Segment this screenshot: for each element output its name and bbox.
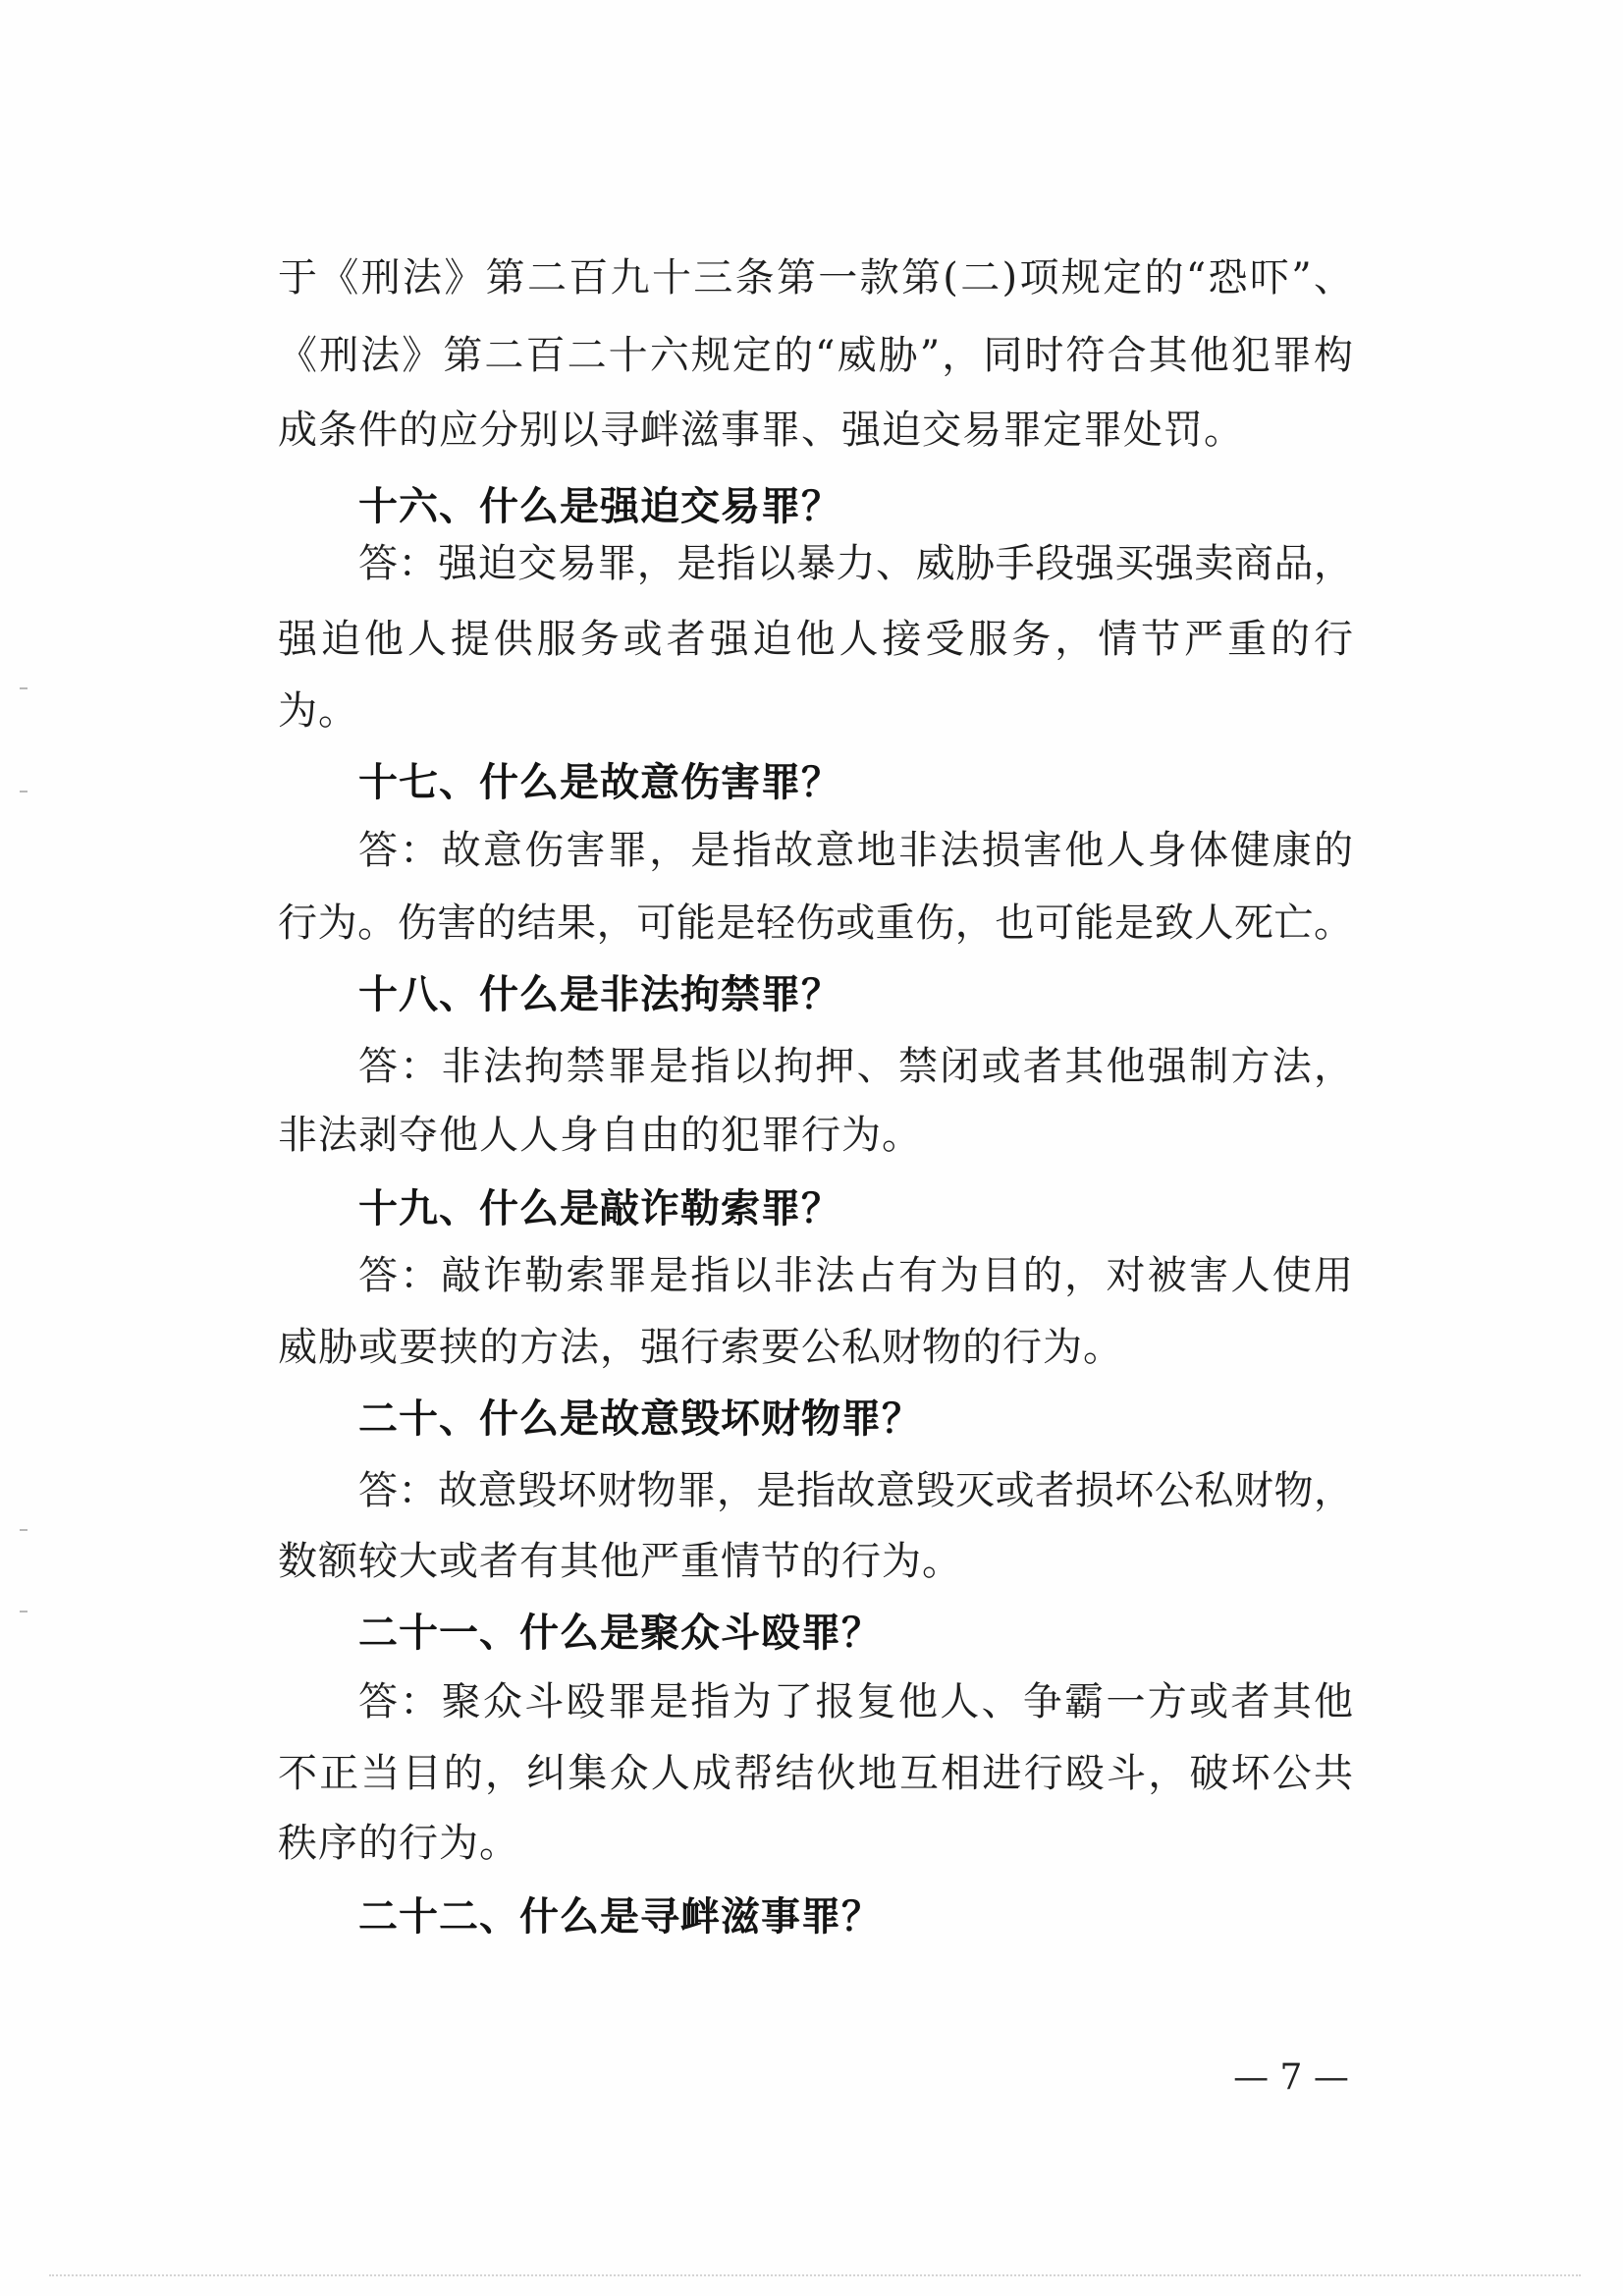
section-16-answer-line-2: 强迫他人提供服务或者强迫他人接受服务，情节严重的行 <box>278 617 1353 662</box>
scan-edge-line <box>49 2274 1581 2276</box>
intro-line-2: 《刑法》第二百二十六规定的“威胁”，同时符合其他犯罪构 <box>278 333 1353 378</box>
scan-speck <box>20 1529 27 1531</box>
section-21-heading: 二十一、什么是聚众斗殴罪？ <box>358 1611 882 1656</box>
page-number: — 7 — <box>1233 2057 1349 2098</box>
section-17-answer-line-1: 答：故意伤害罪，是指故意地非法损害他人身体健康的 <box>358 828 1353 873</box>
section-21-answer-line-2: 不正当目的，纠集众人成帮结伙地互相进行殴斗，破坏公共 <box>278 1751 1353 1796</box>
scan-speck <box>20 1611 27 1613</box>
section-20-answer-line-2: 数额较大或者有其他严重情节的行为。 <box>278 1539 962 1584</box>
section-19-heading: 十九、什么是敲诈勒索罪？ <box>358 1186 841 1231</box>
section-18-answer-line-1: 答：非法拘禁罪是指以拘押、禁闭或者其他强制方法， <box>358 1044 1353 1089</box>
scan-speck <box>20 687 27 689</box>
section-16-answer-line-1: 答：强迫交易罪，是指以暴力、威胁手段强买强卖商品， <box>358 541 1353 586</box>
section-16-answer-line-3: 为。 <box>278 688 358 734</box>
section-19-answer-line-1: 答：敲诈勒索罪是指以非法占有为目的，对被害人使用 <box>358 1253 1353 1298</box>
section-18-answer-line-2: 非法剥夺他人人身自由的犯罪行为。 <box>278 1113 922 1158</box>
scan-speck <box>20 791 27 793</box>
section-17-heading: 十七、什么是故意伤害罪？ <box>358 760 841 805</box>
intro-line-3: 成条件的应分别以寻衅滋事罪、强迫交易罪定罪处罚。 <box>278 408 1244 453</box>
section-21-answer-line-1: 答：聚众斗殴罪是指为了报复他人、争霸一方或者其他 <box>358 1679 1353 1724</box>
section-19-answer-line-2: 威胁或要挟的方法，强行索要公私财物的行为。 <box>278 1325 1123 1370</box>
section-20-heading: 二十、什么是故意毁坏财物罪？ <box>358 1396 922 1442</box>
section-16-heading: 十六、什么是强迫交易罪？ <box>358 484 841 529</box>
section-18-heading: 十八、什么是非法拘禁罪？ <box>358 972 841 1017</box>
section-21-answer-line-3: 秩序的行为。 <box>278 1821 519 1866</box>
section-22-heading: 二十二、什么是寻衅滋事罪？ <box>358 1894 882 1940</box>
section-20-answer-line-1: 答：故意毁坏财物罪，是指故意毁灭或者损坏公私财物， <box>358 1468 1353 1513</box>
intro-line-1: 于《刑法》第二百九十三条第一款第(二)项规定的“恐吓”、 <box>278 255 1353 301</box>
section-17-answer-line-2: 行为。伤害的结果，可能是轻伤或重伤，也可能是致人死亡。 <box>278 901 1353 946</box>
